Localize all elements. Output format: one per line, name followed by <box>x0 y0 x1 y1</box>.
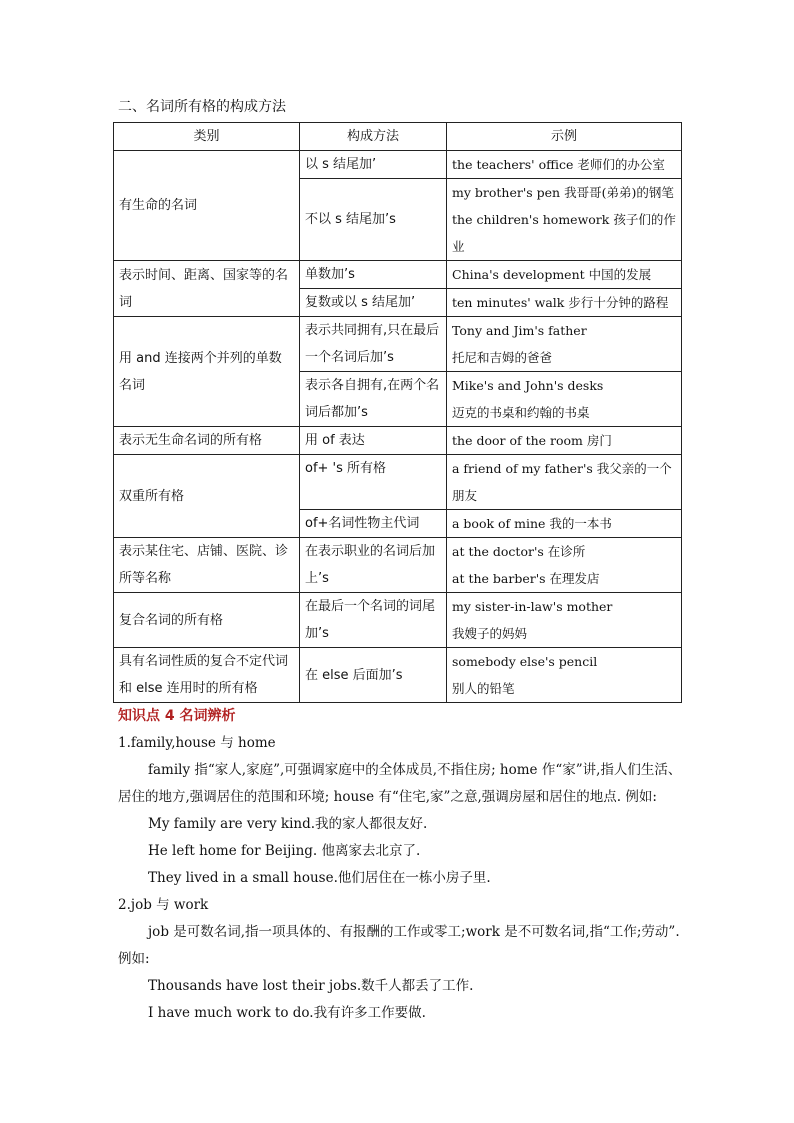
example-sentence: Thousands have lost their jobs.数千人都丢了工作. <box>148 978 474 994</box>
point-heading: 1.family,house 与 home <box>118 735 276 751</box>
method-cell: 复数或以 s 结尾加’ <box>300 289 447 317</box>
table-row <box>114 151 682 179</box>
method-cell: of+ 's 所有格 <box>300 455 447 510</box>
category-cell: 有生命的名词 <box>114 151 300 261</box>
table-header-row <box>114 123 682 151</box>
point-explanation: family 指“家人,家庭”,可强调家庭中的全体成员,不指住房; home 作“家”讲,指人们生活、居住的地方,强调居住的范围和环境; house 有“住宅,家”之意,强调房屋和居住的地点. 例如: <box>118 762 682 805</box>
knowledge-point-title: 知识点 4 名词辨析 <box>118 708 236 724</box>
header-example: 示例 <box>447 123 682 151</box>
category-cell: 表示时间、距离、国家等的名词 <box>114 261 300 317</box>
example-text: the teachers' office 老师们的办公室 <box>452 157 665 172</box>
method-cell: 表示各自拥有,在两个名词后都加’s <box>300 372 447 427</box>
table-row <box>114 317 682 372</box>
section-title: 二、名词所有格的构成方法 <box>118 99 286 115</box>
example-text: 我嫂子的妈妈 <box>452 626 528 641</box>
category-cell: 表示某住宅、店铺、医院、诊所等名称 <box>114 538 300 593</box>
example-cell <box>447 593 682 648</box>
example-sentence: My family are very kind.我的家人都很友好. <box>148 816 428 832</box>
example-text: Tony and Jim's father <box>452 323 587 338</box>
example-text: the door of the room 房门 <box>452 433 612 448</box>
table-row <box>114 593 682 648</box>
example-cell <box>447 179 682 261</box>
example-cell <box>447 317 682 372</box>
example-text: Mike's and John's desks <box>452 378 604 393</box>
method-cell: 单数加’s <box>300 261 447 289</box>
example-text: a book of mine 我的一本书 <box>452 516 612 531</box>
example-text: the children's homework 孩子们的作业 <box>452 212 676 254</box>
category-cell: 表示无生命名词的所有格 <box>114 427 300 455</box>
example-cell <box>447 372 682 427</box>
example-sentence: He left home for Beijing. 他离家去北京了. <box>148 843 421 859</box>
example-sentence: They lived in a small house.他们居住在一栋小房子里. <box>148 870 491 886</box>
table-row <box>114 427 682 455</box>
example-text: 别人的铅笔 <box>452 681 515 696</box>
method-cell: 以 s 结尾加’ <box>300 151 447 179</box>
example-cell <box>447 289 682 317</box>
method-cell: 表示共同拥有,只在最后一个名词后加’s <box>300 317 447 372</box>
example-cell <box>447 261 682 289</box>
header-method: 构成方法 <box>300 123 447 151</box>
example-text: at the doctor's 在诊所 <box>452 544 586 559</box>
example-cell <box>447 510 682 538</box>
example-text: China's development 中国的发展 <box>452 267 652 282</box>
point-heading: 2.job 与 work <box>118 897 209 913</box>
category-cell: 具有名词性质的复合不定代词和 else 连用时的所有格 <box>114 648 300 703</box>
example-cell <box>447 151 682 179</box>
method-cell: of+名词性物主代词 <box>300 510 447 538</box>
example-text: a friend of my father's 我父亲的一个朋友 <box>452 461 672 503</box>
example-cell <box>447 538 682 593</box>
method-cell: 不以 s 结尾加’s <box>300 179 447 261</box>
example-text: my brother's pen 我哥哥(弟弟)的钢笔 <box>452 185 674 200</box>
method-cell: 在 else 后面加’s <box>300 648 447 703</box>
category-cell: 用 and 连接两个并列的单数名词 <box>114 317 300 427</box>
example-text: somebody else's pencil <box>452 654 598 669</box>
example-text: my sister-in-law's mother <box>452 599 613 614</box>
method-cell: 用 of 表达 <box>300 427 447 455</box>
table-row <box>114 455 682 510</box>
header-category: 类别 <box>114 123 300 151</box>
category-cell: 双重所有格 <box>114 455 300 538</box>
example-cell <box>447 427 682 455</box>
example-text: at the barber's 在理发店 <box>452 571 600 586</box>
method-cell: 在表示职业的名词后加上’s <box>300 538 447 593</box>
table-row <box>114 261 682 289</box>
example-text: 迈克的书桌和约翰的书桌 <box>452 405 590 420</box>
table-row <box>114 648 682 703</box>
example-cell <box>447 648 682 703</box>
example-text: 托尼和吉姆的爸爸 <box>452 350 553 365</box>
example-sentence: I have much work to do.我有许多工作要做. <box>148 1005 426 1021</box>
method-cell: 在最后一个名词的词尾加’s <box>300 593 447 648</box>
category-cell: 复合名词的所有格 <box>114 593 300 648</box>
example-cell <box>447 455 682 510</box>
possessive-table <box>113 122 682 703</box>
example-text: ten minutes' walk 步行十分钟的路程 <box>452 295 669 310</box>
table-row <box>114 538 682 593</box>
point-explanation: job 是可数名词,指一项具体的、有报酬的工作或零工;work 是不可数名词,指“工作;劳动”. 例如: <box>118 924 680 967</box>
